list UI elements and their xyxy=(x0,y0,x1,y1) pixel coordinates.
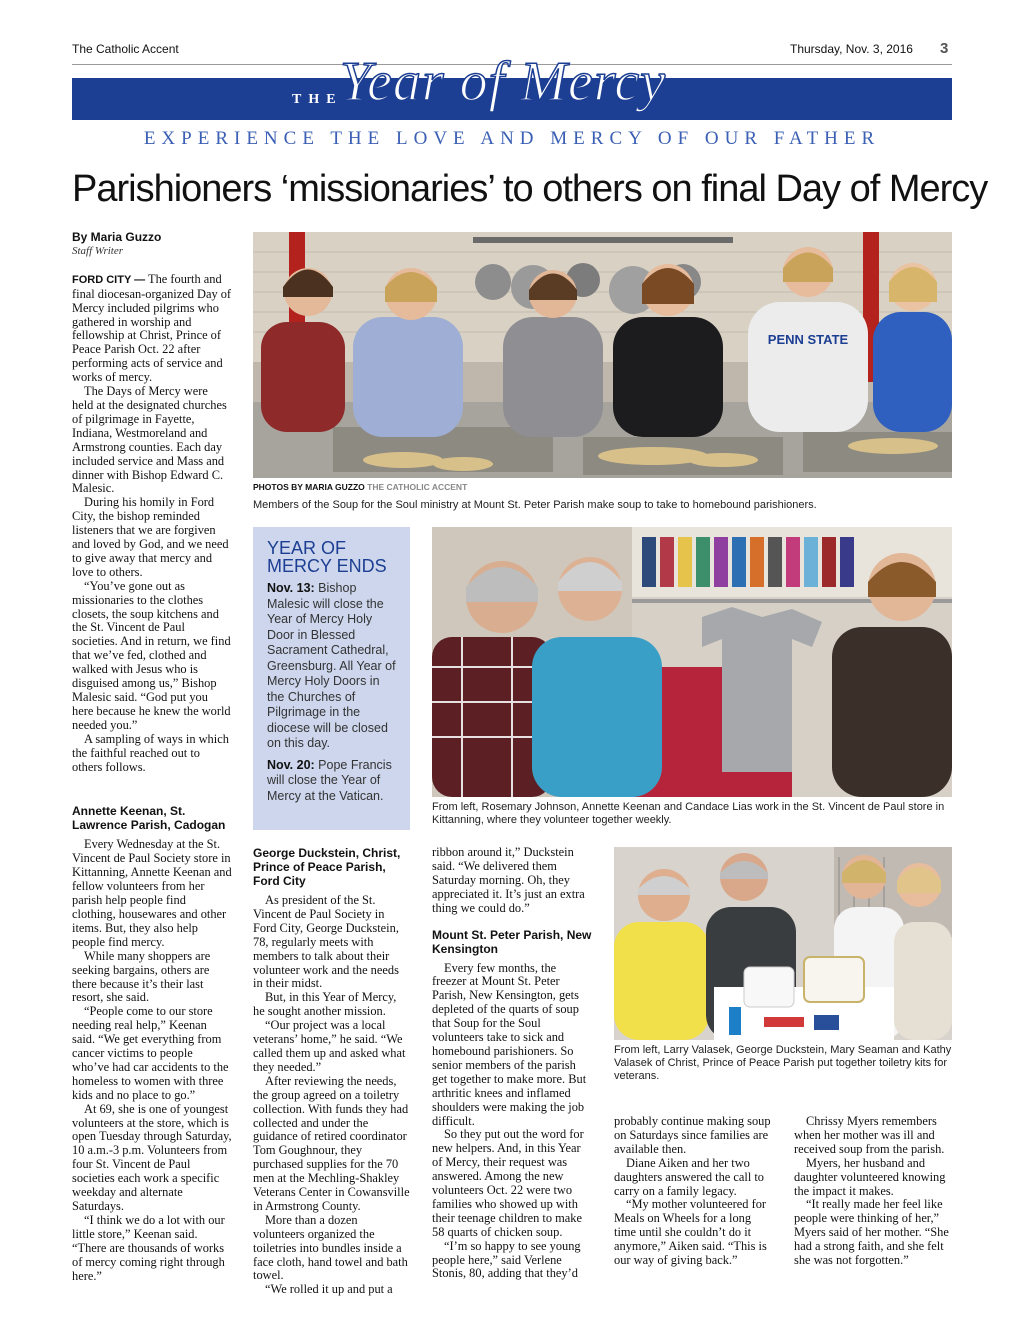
paragraph: Diane Aiken and her two daughters answered the call to carry on a family legacy. xyxy=(614,1155,765,1198)
paragraph: “You’ve gone out as missionaries to the clothes closets, the soup kitchens and the St. Vincent de Paul societies. And in return, we find that we’ve fed, clothed and walked with Jesus who is disguised among us,” Bishop Malesic said. “God put you here because he knew the world needed you.” xyxy=(72,578,231,732)
paragraph: “I’m so happy to see young people here,” said Verlene Stonis, 80, adding that they’d xyxy=(432,1238,581,1281)
year-of-mercy-ends-box xyxy=(253,527,410,830)
paragraph: “We rolled it up and put a xyxy=(265,1282,393,1297)
headline: Parishioners ‘missionaries’ to others on final Day of Mercy xyxy=(72,168,988,210)
photo-caption-store: From left, Rosemary Johnson, Annette Keenan and Candace Lias work in the St. Vincent de Paul store in Kittanning, where they volunteer together weekly. xyxy=(432,801,945,826)
sidebar-item: Nov. 20: Pope Francis will close the Year of Mercy at the Vatican. xyxy=(267,757,392,803)
paragraph: While many shoppers are seeking bargains, others are there because it’s their last resort, she said. xyxy=(72,948,211,1005)
publication-name: The Catholic Accent xyxy=(72,42,179,56)
subhead: Annette Keenan, St. Lawrence Parish, Cadogan xyxy=(72,804,226,833)
article-column-5 xyxy=(794,1115,952,1268)
paragraph: More than a dozen volunteers organized the toiletries into bundles inside a face cloth, hand towel and bath towel. xyxy=(253,1212,408,1283)
page-number: 3 xyxy=(940,40,949,57)
photo-soup-kitchen xyxy=(253,232,952,478)
photo-caption-soup: Members of the Soup for the Soul ministry at Mount St. Peter Parish make soup to take to homebound parishioners. xyxy=(253,499,817,511)
issue-date: Thursday, Nov. 3, 2016 xyxy=(790,42,913,56)
paragraph: The Days of Mercy were held at the designated churches of pilgrimage in Fayette, Indiana, Westmoreland and Armstrong counties. Each day included service and Mass and dinner with Bishop Edward C. Malesic. xyxy=(72,384,227,496)
paragraph: Every few months, the freezer at Mount St. Peter Parish, New Kensington, gets depleted of the quarts of soup that Soup for the Soul volunteers take to sick and homebound parishioners. So senior members of the parish get together to make more. But arthritic knees and inflamed shoulders were making the job difficult. xyxy=(432,960,587,1128)
paragraph: But, in this Year of Mercy, he sought another mission. xyxy=(253,990,397,1019)
paragraph: FORD CITY — The fourth and final diocesan-organized Day of Mercy included pilgrims who gathered in worship and fellowship at Christ, Prince of Peace Parish Oct. 22 after performing acts of service and works of mercy. xyxy=(72,271,232,385)
article-column-1 xyxy=(72,231,232,1283)
paragraph: “I think we do a lot with our little store,” Keenan said. “There are thousands of works of mercy coming right through here.” xyxy=(72,1212,225,1283)
photo-caption-kits: From left, Larry Valasek, George Duckstein, Mary Seaman and Kathy Valasek of Christ, Prince of Peace Parish put together toiletry kits for veterans. xyxy=(614,1044,952,1082)
paragraph: As president of the St. Vincent de Paul Society in Ford City, George Duckstein, 78, regularly meets with members to talk about their volunteer work and the needs in their midst. xyxy=(253,893,399,991)
article-column-2 xyxy=(253,846,410,1297)
banner-title: Year of Mercy xyxy=(340,51,667,113)
byline: By Maria Guzzo xyxy=(72,230,162,244)
byline-role: Staff Writer xyxy=(72,244,124,257)
thrift-store-illustration xyxy=(432,527,952,797)
photo-toiletry-kits xyxy=(614,847,952,1040)
paragraph: So they put out the word for new helpers. And, in this Year of Mercy, their request was answered. Among the new volunteers Oct. 22 were two families who showed up with their teenage children to make 58 quarts of chicken soup. xyxy=(432,1127,584,1239)
subhead: Mount St. Peter Parish, New Kensington xyxy=(432,927,592,956)
article-column-4 xyxy=(614,1115,772,1268)
paragraph: “My mother volunteered for Meals on Wheels for a long time until she couldn’t do it anymore,” Aiken said. “This is our way of giving back.” xyxy=(614,1197,767,1268)
subhead: George Duckstein, Christ, Prince of Peace Parish, Ford City xyxy=(253,846,401,888)
soup-kitchen-illustration xyxy=(253,232,952,478)
paragraph: After reviewing the needs, the group agreed on a toiletry collection. With funds they had collected and under the guidance of retired coordinator Tom Goughnour, they purchased supplies for the 70 men at the Mechling-Shakley Veterans Center in Cowansville in Armstrong County. xyxy=(253,1073,410,1213)
paragraph: “Our project was a local veterans’ home,” he said. “We called them up and asked what they needed.” xyxy=(253,1018,406,1074)
toiletry-kits-illustration xyxy=(614,847,952,1040)
dateline: FORD CITY — xyxy=(72,273,146,286)
banner-the: THE xyxy=(292,92,343,107)
sidebar-item: Nov. 13: Bishop Malesic will close the Year of Mercy Holy Door in Blessed Sacrament Cathedral, Greensburg. All Year of Mercy Holy Doors in the Churches of Pilgrimage in the diocese will be closed on this day. xyxy=(267,581,396,750)
sidebar-title: YEAR OF MERCY ENDS xyxy=(267,538,387,576)
paragraph: Chrissy Myers remembers when her mother was ill and received soup from the parish. xyxy=(794,1114,945,1156)
paragraph: Every Wednesday at the St. Vincent de Paul Society store in Kittanning, Annette Keenan and fellow volunteers from her parish help people find clothing, housewares and other items. But, they also help people find mercy. xyxy=(72,837,232,949)
paragraph: Myers, her husband and daughter volunteered knowing the impact it makes. xyxy=(794,1155,946,1198)
paragraph: “It really made her feel like people were thinking of her,” Myers said of her mother. “She had a strong faith, and she felt she was not forgotten.” xyxy=(794,1197,949,1268)
paragraph: probably continue making soup on Saturdays since families are available then. xyxy=(614,1114,771,1156)
paragraph: ribbon around it,” Duckstein said. “We delivered them Saturday morning. Oh, they appreciated it. It’s just an extra thing we could do.” xyxy=(432,845,585,915)
paragraph: “People come to our store needing real help,” Keenan said. “We get everything from cancer victims to people who’ve had car accidents to the homeless to women with three kids and no place to go.” xyxy=(72,1004,229,1102)
paragraph: A sampling of ways in which the faithful reached out to others follows. xyxy=(72,731,229,774)
paragraph: At 69, she is one of youngest volunteers at the store, which is open Tuesday through Saturday, 10 a.m.-3 p.m. Volunteers from four St. Vincent de Paul societies each work a specific weekday and alternate Saturdays. xyxy=(72,1101,232,1213)
photo-credit: PHOTOS BY MARIA GUZZO THE CATHOLIC ACCENT xyxy=(253,482,468,492)
shirt-text: PENN STATE xyxy=(767,332,849,347)
paragraph: During his homily in Ford City, the bishop reminded listeners that we are forgiven and loved by God, and we need to give away that mercy and love to others. xyxy=(72,495,229,579)
banner-tagline: EXPERIENCE THE LOVE AND MERCY OF OUR FATHER xyxy=(143,128,881,149)
photo-thrift-store xyxy=(432,527,952,797)
article-column-3 xyxy=(432,846,592,1281)
